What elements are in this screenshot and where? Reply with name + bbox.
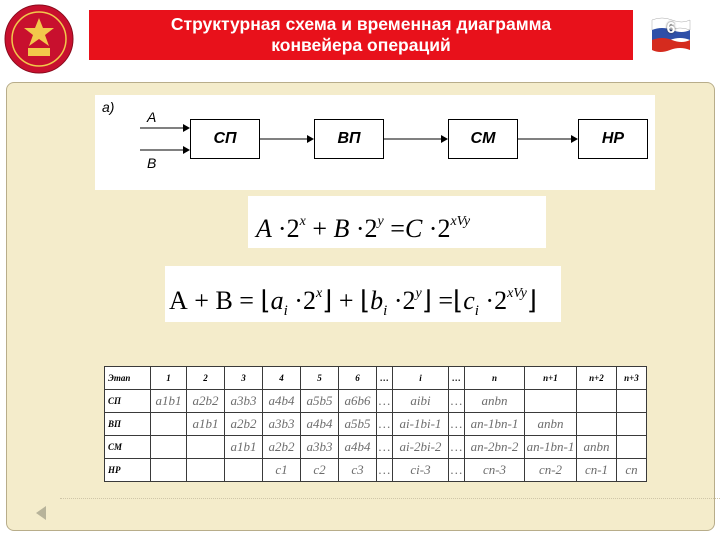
f2-sub-c: i <box>474 303 479 320</box>
f2-b: b <box>370 286 384 315</box>
table-header-cell: … <box>449 367 465 390</box>
table-row <box>105 436 647 459</box>
f2-lhs: А + В = <box>169 286 254 315</box>
table-cell <box>151 413 187 436</box>
table-cell <box>617 413 647 436</box>
f2-a: a <box>270 286 284 315</box>
f2-sub-b: i <box>383 303 388 320</box>
f1-b: B <box>333 214 350 243</box>
table-cell: … <box>449 390 465 413</box>
table-cell <box>525 390 577 413</box>
f1-dot-1: · <box>277 214 287 243</box>
table-cell <box>187 459 225 482</box>
table-cell: … <box>377 436 393 459</box>
table-header-cell: 5 <box>301 367 339 390</box>
table-cell: a2b2 <box>225 413 263 436</box>
table-cell: a3b3 <box>225 390 263 413</box>
f1-base-2: 2 <box>364 214 378 243</box>
f2-exp-y: y <box>415 286 422 301</box>
f1-base-1: 2 <box>286 214 300 243</box>
f1-eq: = <box>390 214 405 243</box>
table-cell: a4b4 <box>263 390 301 413</box>
f2-exp-x: x <box>315 286 323 301</box>
table-header-cell: n+2 <box>577 367 617 390</box>
table-row <box>105 459 647 482</box>
f1-exp-y: y <box>377 214 384 229</box>
table-cell <box>577 413 617 436</box>
f1-dot-3: · <box>428 214 438 243</box>
table-cell: a6b6 <box>339 390 377 413</box>
table-cell: anbn <box>465 390 525 413</box>
table-cell: ai-1bi-1 <box>393 413 449 436</box>
f1-exp-xvy: xVy <box>450 214 471 229</box>
table-header-cell: i <box>393 367 449 390</box>
f2-base-1: 2 <box>302 286 316 315</box>
table-cell <box>617 436 647 459</box>
table-cell: cn-2 <box>525 459 577 482</box>
table-row <box>105 413 647 436</box>
input-b-label: В <box>147 155 157 171</box>
table-cell: a4b4 <box>339 436 377 459</box>
row-stage-label: НР <box>105 459 151 482</box>
slide-number: 6 <box>666 20 676 37</box>
f1-dot-2: · <box>355 214 365 243</box>
table-cell: a3b3 <box>263 413 301 436</box>
row-stage-label: ВП <box>105 413 151 436</box>
table-cell: … <box>449 413 465 436</box>
table-cell: ci-3 <box>393 459 449 482</box>
footer-divider <box>60 498 720 499</box>
table-cell: a5b5 <box>301 390 339 413</box>
table-cell: anbn <box>525 413 577 436</box>
f2-base-3: 2 <box>494 286 508 315</box>
table-header-cell: n <box>465 367 525 390</box>
f2-base-2: 2 <box>402 286 416 315</box>
table-cell: a2b2 <box>263 436 301 459</box>
title-line-2: конвейера операций <box>271 35 451 55</box>
table-header-cell: 6 <box>339 367 377 390</box>
block-sp: СП <box>190 119 260 159</box>
table-cell: an-1bn-1 <box>465 413 525 436</box>
table-cell: cn-3 <box>465 459 525 482</box>
table-header-cell: 4 <box>263 367 301 390</box>
table-cell: c1 <box>263 459 301 482</box>
table-cell: … <box>449 459 465 482</box>
f2-exp-xvy: xVy <box>507 286 527 301</box>
table-cell: … <box>377 413 393 436</box>
table-cell: c3 <box>339 459 377 482</box>
table-header-cell: n+3 <box>617 367 647 390</box>
emblem-logo <box>4 4 74 74</box>
row-stage-label: СМ <box>105 436 151 459</box>
block-vp: ВП <box>314 119 384 159</box>
f2-sub-a: i <box>283 303 288 320</box>
table-cell: cn-1 <box>577 459 617 482</box>
table-cell: c2 <box>301 459 339 482</box>
table-cell <box>151 459 187 482</box>
f1-plus: + <box>312 214 327 243</box>
table-header-cell: 1 <box>151 367 187 390</box>
title-line-1: Структурная схема и временная диаграмма <box>170 14 552 34</box>
table-cell: a3b3 <box>301 436 339 459</box>
table-cell: a1b1 <box>225 436 263 459</box>
table-header-cell: n+1 <box>525 367 577 390</box>
table-cell <box>577 390 617 413</box>
prev-slide-arrow-icon[interactable] <box>36 506 46 520</box>
table-cell: an-2bn-2 <box>465 436 525 459</box>
row-stage-label: СП <box>105 390 151 413</box>
block-diagram <box>95 95 655 190</box>
table-header-cell: 2 <box>187 367 225 390</box>
table-cell <box>151 436 187 459</box>
table-cell: a5b5 <box>339 413 377 436</box>
table-header-row <box>105 367 647 390</box>
timing-table <box>104 366 647 482</box>
table-cell: aibi <box>393 390 449 413</box>
diagram-label: а) <box>102 99 115 115</box>
block-sm: СМ <box>448 119 518 159</box>
table-cell <box>225 459 263 482</box>
table-cell: cn <box>617 459 647 482</box>
table-cell: an-1bn-1 <box>525 436 577 459</box>
table-cell: a1b1 <box>187 413 225 436</box>
input-a-label: А <box>147 109 157 125</box>
f1-c: C <box>404 214 423 243</box>
formula-2: $А + В = ⌊a_i$ $\cdot 2^x⌋$ + $⌊b_i$ $\cdot 2^y⌋$ $=⌊c_i$ $\cdot 2^{xVy}⌋$ <box>165 266 561 322</box>
f1-a: A <box>256 214 272 243</box>
title-bar <box>89 10 633 60</box>
table-cell: a4b4 <box>301 413 339 436</box>
block-nr: НР <box>578 119 648 159</box>
table-row <box>105 390 647 413</box>
table-cell: … <box>449 436 465 459</box>
table-header-cell: … <box>377 367 393 390</box>
formula-1 <box>248 196 546 248</box>
f1-exp-x: x <box>299 214 306 229</box>
table-cell <box>187 436 225 459</box>
table-cell: anbn <box>577 436 617 459</box>
table-header-cell: Этап <box>105 367 151 390</box>
table-cell: … <box>377 459 393 482</box>
f1-base-3: 2 <box>437 214 451 243</box>
table-cell: a2b2 <box>187 390 225 413</box>
f2-c: c <box>463 286 475 315</box>
table-cell: … <box>377 390 393 413</box>
table-cell <box>617 390 647 413</box>
table-cell: ai-2bi-2 <box>393 436 449 459</box>
table-cell: a1b1 <box>151 390 187 413</box>
table-header-cell: 3 <box>225 367 263 390</box>
